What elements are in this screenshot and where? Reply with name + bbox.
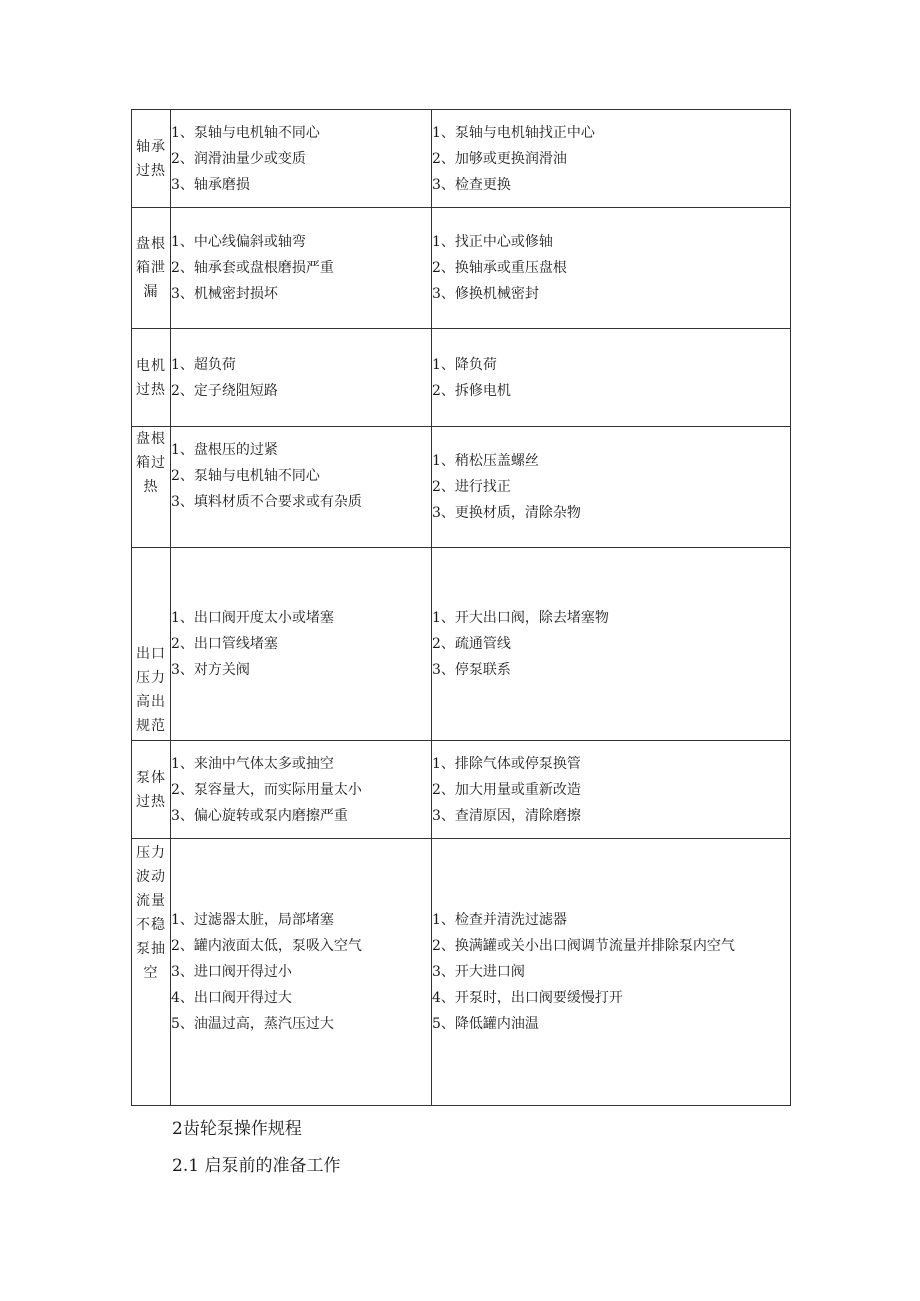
causes-cell	[171, 839, 432, 1106]
causes-cell	[171, 329, 432, 427]
causes-cell	[171, 741, 432, 839]
cause-item: 2、泵容量大，而实际用量太小	[171, 781, 362, 798]
cause-item: 3、填料材质不合要求或有杂质	[171, 494, 362, 510]
table-row	[132, 839, 791, 1106]
fix-item: 2、换满罐或关小出口阀调节流量并排除泵内空气	[432, 938, 735, 954]
fix-item: 3、查清原因，清除磨擦	[432, 807, 581, 824]
cause-item: 1、中心线偏斜或轴弯	[171, 234, 306, 250]
table-row	[132, 329, 791, 427]
fixes-cell	[432, 839, 791, 1106]
fix-item: 3、开大进口阀	[432, 964, 525, 980]
fix-item: 2、拆修电机	[432, 382, 511, 399]
fixes-cell	[432, 548, 791, 741]
cause-item: 1、过滤器太脏，局部堵塞	[171, 912, 334, 928]
cause-item: 1、来油中气体太多或抽空	[171, 755, 334, 772]
fix-item: 1、稍松压盖螺丝	[432, 453, 539, 469]
fix-item: 3、修换机械密封	[432, 286, 539, 302]
fixes-cell	[432, 110, 791, 208]
fix-item: 1、排除气体或停泵换管	[432, 755, 581, 772]
cause-item: 4、出口阀开得过大	[171, 990, 292, 1006]
table-row	[132, 208, 791, 329]
fault-name: 轴承过热	[132, 110, 171, 208]
fault-name: 泵体过热	[132, 741, 171, 839]
table-row	[132, 741, 791, 839]
cause-item: 2、泵轴与电机轴不同心	[171, 468, 320, 484]
cause-item: 1、出口阀开度太小或堵塞	[171, 610, 334, 626]
fixes-cell	[432, 208, 791, 329]
fix-item: 2、加大用量或重新改造	[432, 781, 581, 798]
fix-item: 3、更换材质，清除杂物	[432, 505, 581, 521]
fixes-cell	[432, 427, 791, 548]
cause-item: 5、油温过高，蒸汽压过大	[171, 1016, 334, 1032]
causes-cell	[171, 548, 432, 741]
fault-name: 盘根箱泄漏	[132, 208, 171, 329]
cause-item: 3、进口阀开得过小	[171, 964, 292, 980]
cause-item: 3、对方关阀	[171, 662, 250, 678]
troubleshooting-table	[131, 109, 791, 1106]
fixes-cell	[432, 741, 791, 839]
fix-item: 5、降低罐内油温	[432, 1016, 539, 1032]
causes-cell	[171, 427, 432, 548]
fault-name: 盘根箱过热	[132, 427, 171, 548]
fix-item: 1、泵轴与电机轴找正中心	[432, 124, 595, 141]
fix-item: 1、检查并清洗过滤器	[432, 912, 567, 928]
fix-item: 2、疏通管线	[432, 636, 511, 652]
table-row	[132, 548, 791, 741]
fault-name: 出口压力高出规范	[132, 548, 171, 741]
fix-item: 2、进行找正	[432, 479, 511, 495]
subsection-heading: 2.1 启泵前的准备工作	[172, 1156, 341, 1176]
fixes-cell	[432, 329, 791, 427]
fix-item: 1、开大出口阀，除去堵塞物	[432, 610, 609, 626]
causes-cell	[171, 110, 432, 208]
fix-item: 3、停泵联系	[432, 662, 511, 678]
fix-item: 3、检查更换	[432, 176, 511, 193]
cause-item: 2、定子绕阻短路	[171, 382, 278, 399]
fix-item: 2、加够或更换润滑油	[432, 150, 567, 167]
fix-item: 1、找正中心或修轴	[432, 234, 553, 250]
fault-name: 电机过热	[132, 329, 171, 427]
cause-item: 2、罐内液面太低，泵吸入空气	[171, 938, 362, 954]
cause-item: 2、轴承套或盘根磨损严重	[171, 260, 334, 276]
cause-item: 3、轴承磨损	[171, 176, 250, 193]
fault-name: 压力波动流量不稳泵抽空	[132, 839, 171, 1106]
cause-item: 3、偏心旋转或泵内磨擦严重	[171, 807, 348, 824]
causes-cell	[171, 208, 432, 329]
cause-item: 1、盘根压的过紧	[171, 442, 278, 458]
cause-item: 2、出口管线堵塞	[171, 636, 278, 652]
cause-item: 2、润滑油量少或变质	[171, 150, 306, 167]
fix-item: 4、开泵时，出口阀要缓慢打开	[432, 990, 623, 1006]
table-row	[132, 427, 791, 548]
cause-item: 1、泵轴与电机轴不同心	[171, 124, 320, 141]
fix-item: 1、降负荷	[432, 356, 497, 373]
cause-item: 1、超负荷	[171, 356, 236, 373]
fix-item: 2、换轴承或重压盘根	[432, 260, 567, 276]
table-row	[132, 110, 791, 208]
cause-item: 3、机械密封损坏	[171, 286, 278, 302]
section-heading: 2齿轮泵操作规程	[172, 1119, 302, 1139]
